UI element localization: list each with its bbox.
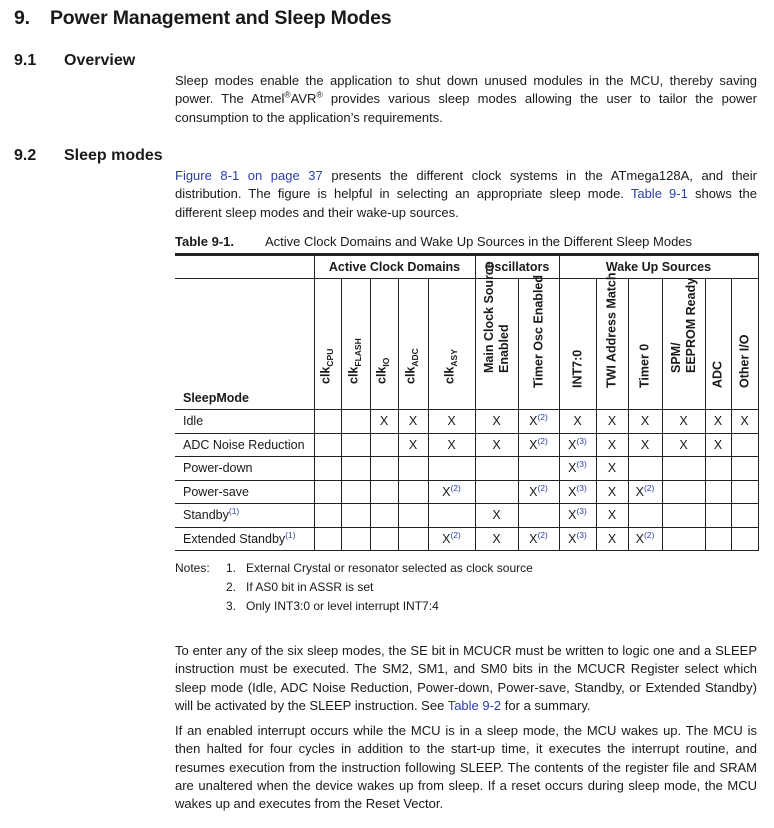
- table-cell: X: [596, 480, 628, 504]
- table-cell: X: [475, 527, 518, 551]
- table-cell: [731, 457, 758, 481]
- table-cell: X: [428, 410, 475, 434]
- column-header: clk$_{ASY}$: [428, 279, 475, 410]
- table-caption-text: Active Clock Domains and Wake Up Sources in the Different Sleep Modes: [265, 234, 693, 249]
- table-cell: X: [731, 410, 758, 434]
- table-cell: [518, 504, 559, 528]
- figure-link[interactable]: Figure 8-1 on page 37: [175, 168, 323, 183]
- table-cell: [398, 457, 428, 481]
- table-cell: $X^{(2)}$: [428, 480, 475, 504]
- table-cell: [731, 504, 758, 528]
- sleep-mode-name: Power-save: [175, 480, 314, 504]
- table-cell: [428, 504, 475, 528]
- table-cell: [662, 480, 705, 504]
- table-cell: [370, 457, 398, 481]
- sleep-modes-heading: [14, 147, 163, 165]
- column-header: Timer Osc Enabled: [518, 279, 559, 410]
- table-cell: X: [705, 410, 731, 434]
- table-cell: X: [705, 433, 731, 457]
- sleep-mode-name: ADC Noise Reduction: [175, 433, 314, 457]
- table-cell: [731, 433, 758, 457]
- table-cell: $X^{(2)}$: [518, 433, 559, 457]
- column-header: INT7:0: [559, 279, 596, 410]
- table-cell: X: [628, 433, 662, 457]
- table-cell: $X^{(2)}$: [628, 527, 662, 551]
- table-cell: $X^{(2)}$: [428, 527, 475, 551]
- column-header: Main Clock Source Enabled: [475, 279, 518, 410]
- table-cell: [370, 504, 398, 528]
- table-cell: [341, 527, 370, 551]
- column-header: ADC: [705, 279, 731, 410]
- table-cell: [370, 480, 398, 504]
- table-cell: [518, 457, 559, 481]
- group-active-clock-domains: Active Clock Domains: [314, 255, 475, 279]
- sleepmode-header: SleepMode: [175, 279, 314, 410]
- column-header: TWI Address Match: [596, 279, 628, 410]
- table-notes: Notes: 1. External Crystal or resonator selected as clock source 2. If AS0 bit in ASSR is set 3. Only INT3:0 or level interrupt INT7:4: [175, 561, 533, 613]
- table-cell: X: [662, 410, 705, 434]
- table-cell: [428, 457, 475, 481]
- table-cell: X: [370, 410, 398, 434]
- column-header: SPM/ EEPROM Ready: [662, 279, 705, 410]
- overview-title: Overview: [64, 52, 136, 69]
- sleep-mode-name: Power-down: [175, 457, 314, 481]
- table-cell: [314, 504, 341, 528]
- blank-header: [175, 255, 314, 279]
- overview-number: 9.1: [14, 52, 37, 69]
- table-cell: [628, 504, 662, 528]
- table-cell: $X^{(2)}$: [518, 410, 559, 434]
- table-cell: X: [596, 433, 628, 457]
- table-cell: X: [596, 457, 628, 481]
- table-caption-label: Table 9-1.: [175, 234, 235, 249]
- table-cell: $X^{(2)}$: [518, 527, 559, 551]
- table-cell: $X^{(3)}$: [559, 433, 596, 457]
- table-link[interactable]: Table 9-1: [630, 186, 688, 202]
- section-heading: [14, 7, 391, 30]
- table-cell: $X^{(3)}$: [559, 480, 596, 504]
- table-row: [175, 527, 758, 551]
- column-header: clk$_{FLASH}$: [341, 279, 370, 410]
- sleep-mode-name: Standby$^{(1)}$: [175, 504, 314, 528]
- table-cell: $X^{(2)}$: [518, 480, 559, 504]
- group-oscillators: Oscillators: [475, 255, 559, 279]
- overview-heading: [14, 52, 135, 70]
- table-cell: $X^{(3)}$: [559, 504, 596, 528]
- table-cell: X: [596, 504, 628, 528]
- table-cell: [314, 433, 341, 457]
- notes-label: Notes:: [175, 561, 210, 575]
- table-cell: [731, 527, 758, 551]
- sleep-mode-name: Extended Standby$^{(1)}$: [175, 527, 314, 551]
- table-cell: X: [628, 410, 662, 434]
- section-number: 9.: [14, 7, 30, 29]
- table-9-2-link[interactable]: Table 9-2: [447, 697, 502, 713]
- table-cell: [705, 480, 731, 504]
- column-header: Timer 0: [628, 279, 662, 410]
- table-cell: X: [428, 433, 475, 457]
- column-header: Other I/O: [731, 279, 758, 410]
- table-cell: [662, 504, 705, 528]
- table-cell: [475, 480, 518, 504]
- table-cell: [662, 457, 705, 481]
- table-row: [175, 410, 758, 434]
- group-wake-up-sources: Wake Up Sources: [559, 255, 758, 279]
- table-cell: [398, 527, 428, 551]
- table-cell: [398, 504, 428, 528]
- table-cell: [341, 433, 370, 457]
- table-cell: [314, 480, 341, 504]
- table-cell: [475, 457, 518, 481]
- table-cell: [370, 527, 398, 551]
- table-cell: X: [475, 504, 518, 528]
- table-cell: X: [559, 410, 596, 434]
- table-cell: [398, 480, 428, 504]
- column-header: clk$_{ADC}$: [398, 279, 428, 410]
- sleep-modes-table: [175, 253, 759, 551]
- table-cell: X: [398, 410, 428, 434]
- sleep-entry-paragraph: To enter any of the six sleep modes, the SE bit in MCUCR must be written to logic one and a SLEEP instruction must be executed. The SM2, SM1, and SM0 bits in the MCUCR Register select which sleep mode (Idle, ADC Noise Reduction, Power-down, Power-save, Standby, or Extended Standby) will be activated by the SLEEP instruction. See Table 9-2 for a summary.: [175, 643, 757, 713]
- table-cell: [628, 457, 662, 481]
- note-2: If AS0 bit in ASSR is set: [246, 580, 374, 594]
- sleep-modes-paragraph: Figure 8-1 on page 37 presents the different clock systems in the ATmega128A, and their distribution. The figure is helpful in selecting an appropriate sleep mode. Table 9-1 shows the different sleep modes and their wake-up sources.: [175, 168, 758, 220]
- table-cell: X: [398, 433, 428, 457]
- table-row: [175, 457, 758, 481]
- table-cell: [705, 457, 731, 481]
- table-cell: [341, 504, 370, 528]
- column-header: clk$_{IO}$: [370, 279, 398, 410]
- table-cell: $X^{(3)}$: [559, 527, 596, 551]
- wakeup-paragraph: If an enabled interrupt occurs while the MCU is in a sleep mode, the MCU wakes up. The MCU is then halted for four cycles in addition to the start-up time, it executes the interrupt routine, and resumes execution from the instruction following SLEEP. The contents of the register file and SRAM are unaltered when the device wakes up from sleep. If a reset occurs during sleep mode, the MCU wakes up and executes from the Reset Vector.: [175, 723, 757, 812]
- sleep-mode-name: Idle: [175, 410, 314, 434]
- table-cell: X: [662, 433, 705, 457]
- column-header: clk$_{CPU}$: [314, 279, 341, 410]
- table-cell: [731, 480, 758, 504]
- table-cell: X: [596, 527, 628, 551]
- table-cell: [314, 527, 341, 551]
- table-cell: $X^{(3)}$: [559, 457, 596, 481]
- table-cell: [341, 480, 370, 504]
- table-cell: [314, 410, 341, 434]
- table-cell: [662, 527, 705, 551]
- table-cell: [370, 433, 398, 457]
- table-cell: $X^{(2)}$: [628, 480, 662, 504]
- note-3: Only INT3:0 or level interrupt INT7:4: [246, 599, 439, 613]
- table-row: [175, 433, 758, 457]
- table-row: [175, 480, 758, 504]
- sleep-modes-number: 9.2: [14, 147, 37, 164]
- table-cell: X: [596, 410, 628, 434]
- table-cell: [705, 504, 731, 528]
- table-cell: [314, 457, 341, 481]
- sleep-modes-title: Sleep modes: [64, 147, 163, 164]
- section-title: Power Management and Sleep Modes: [50, 7, 392, 29]
- table-cell: X: [475, 410, 518, 434]
- overview-paragraph: Sleep modes enable the application to shut down unused modules in the MCU, thereby saving power. The Atmel®AVR® provides various sleep modes allowing the user to tailor the power consumption to the application’s requirements.: [175, 73, 757, 125]
- table-cell: [341, 410, 370, 434]
- table-cell: X: [475, 433, 518, 457]
- table-caption: [175, 234, 692, 249]
- table-cell: [705, 527, 731, 551]
- table-row: [175, 504, 758, 528]
- note-1: External Crystal or resonator selected as clock source: [246, 561, 533, 575]
- table-cell: [341, 457, 370, 481]
